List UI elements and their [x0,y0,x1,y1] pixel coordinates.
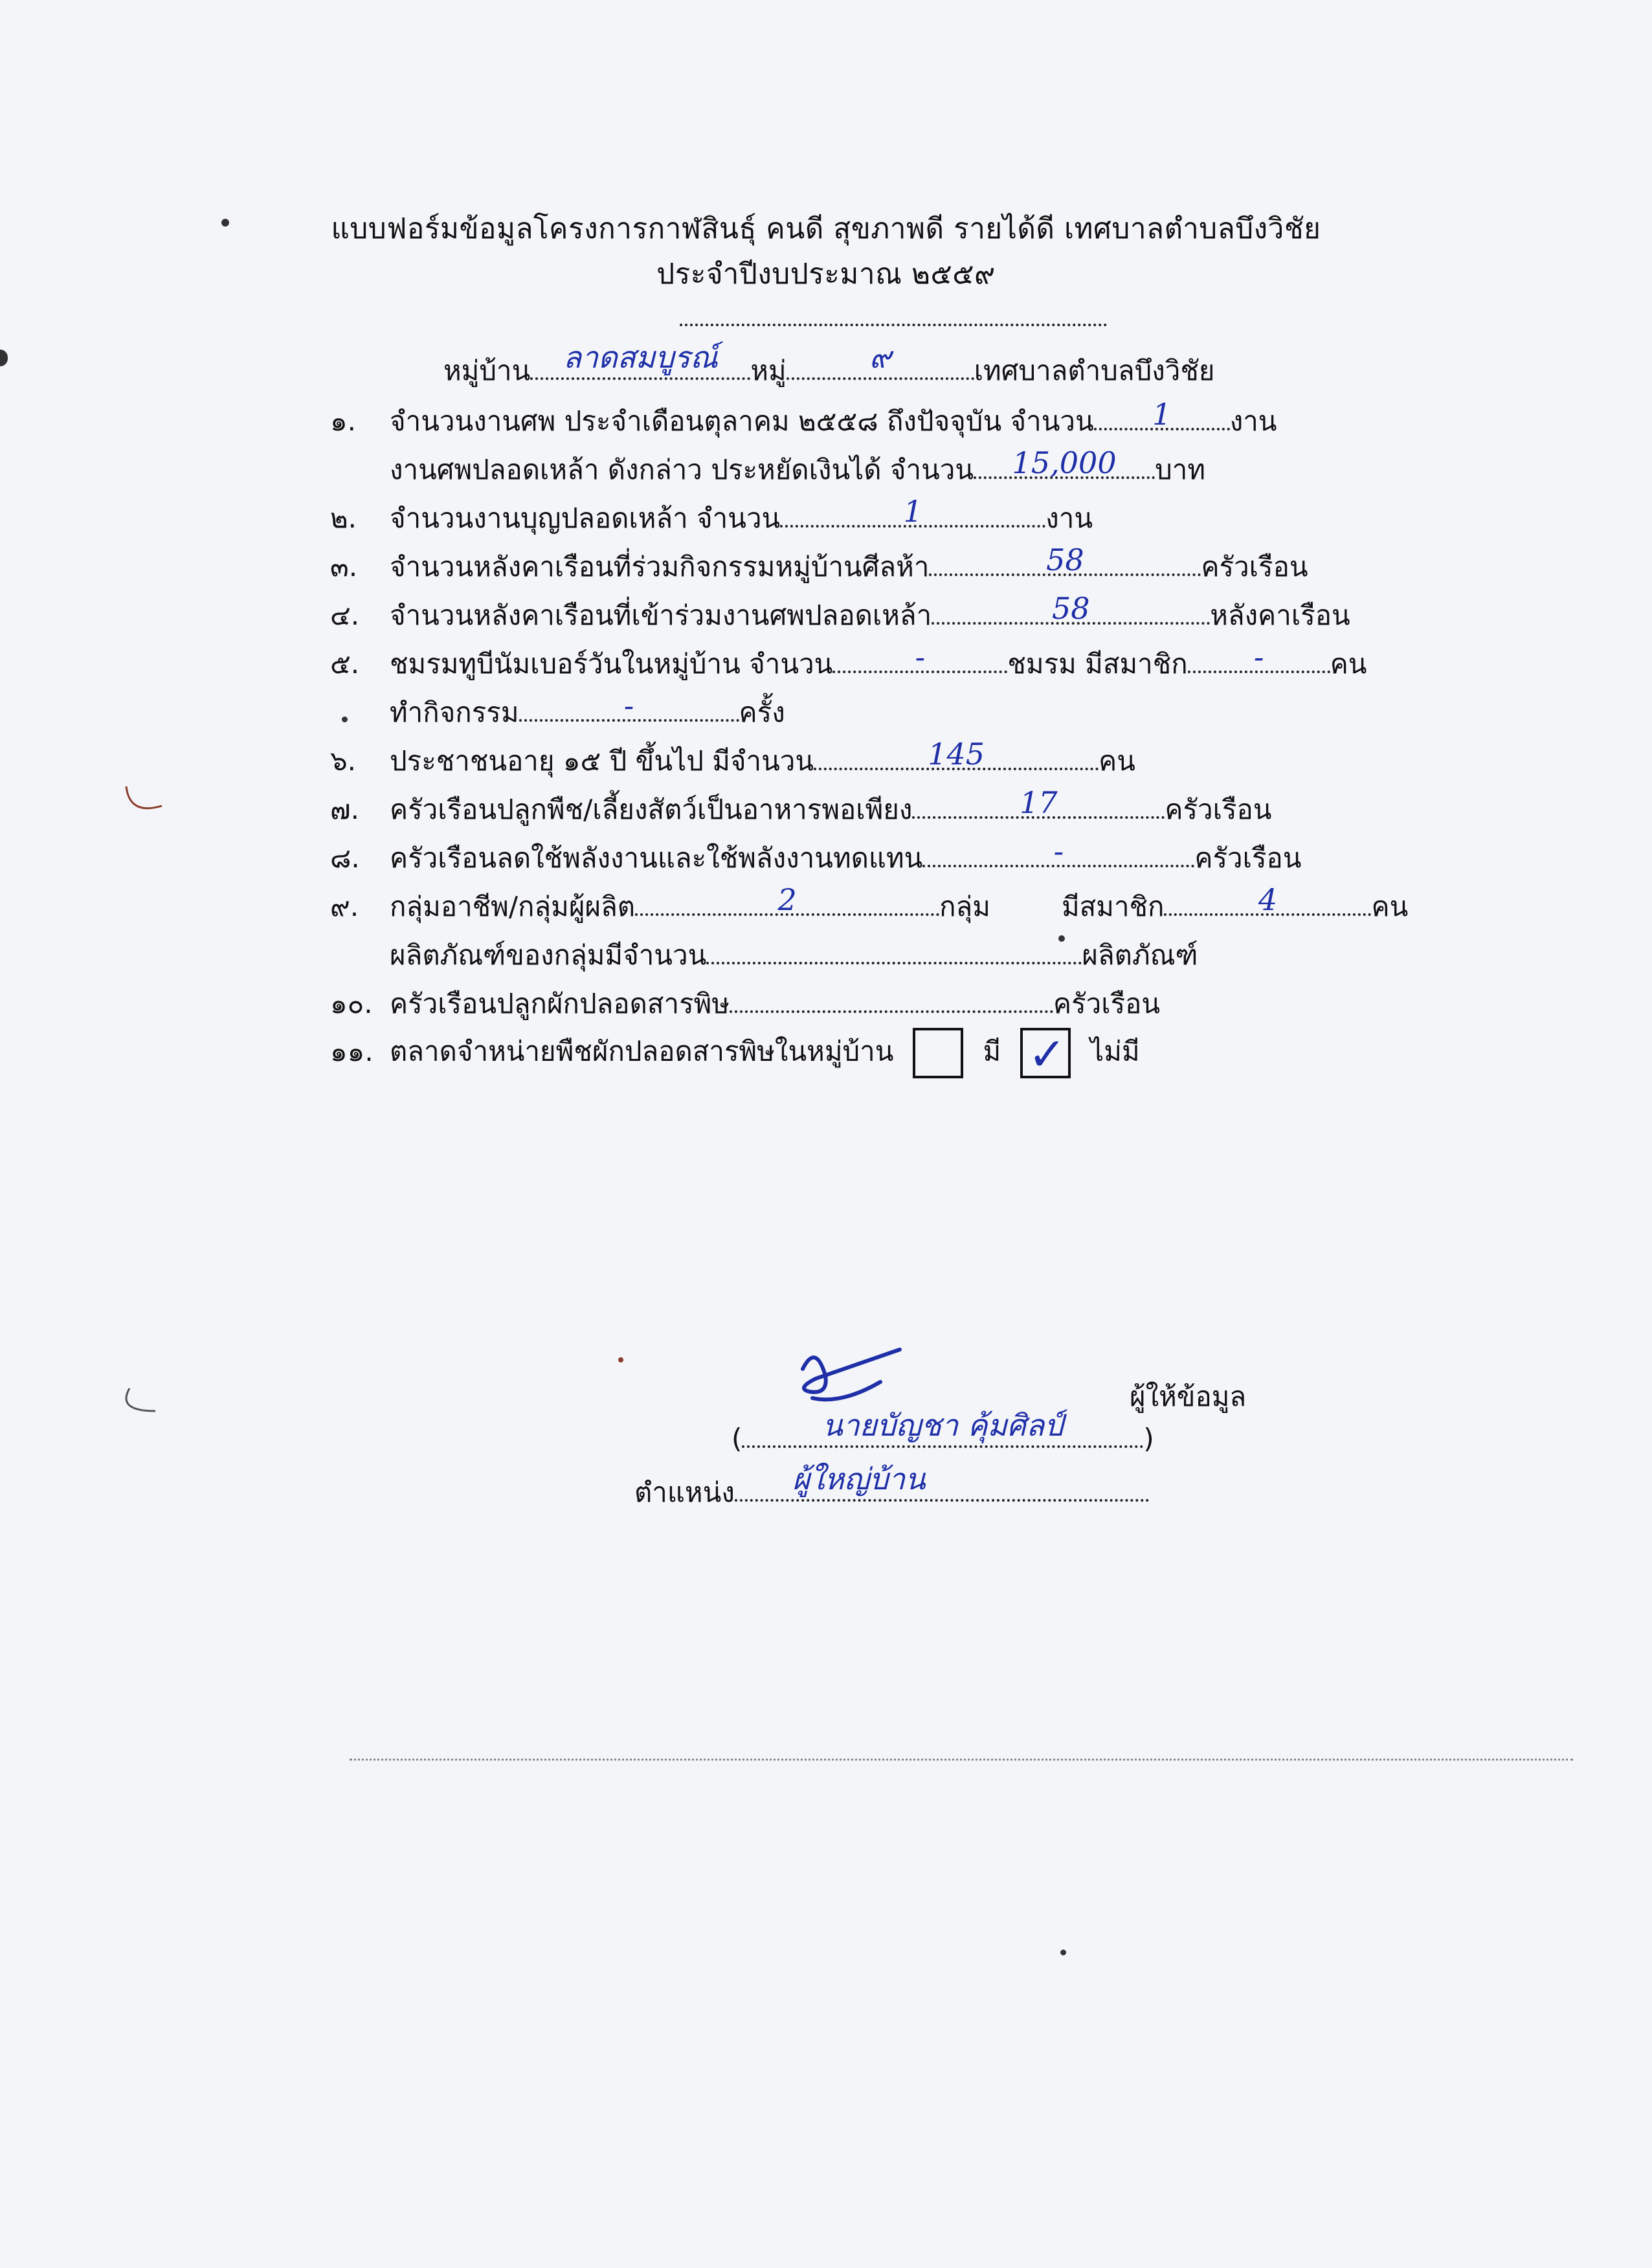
five-precepts-field[interactable] [929,542,1201,577]
energy-saving-value: - [1053,834,1064,869]
organic-veg-field[interactable] [730,988,1053,1013]
item-number: ๕. [330,648,360,680]
option-yes-label: มี [983,1035,1001,1067]
merit-event-field[interactable] [780,494,1045,529]
item-6 [330,737,1135,783]
item-text: ผลิตภัณฑ์ของกลุ่มมีจำนวน [390,939,707,971]
scan-speck [1060,1950,1066,1955]
item-unit: ครัวเรือน [1201,551,1308,583]
village-label: หมู่บ้าน [443,355,531,386]
item-number: ๔. [330,599,360,631]
item-number: ๑. [330,405,357,437]
item-number: ๒. [330,502,357,534]
item-unit: คน [1330,648,1367,680]
item-text: งานศพปลอดเหล้า ดังกล่าว ประหยัดเงินได้ จำนวน [390,454,974,485]
self-sufficient-value: 17 [1020,785,1058,820]
population-15-field[interactable] [814,737,1099,772]
groups-value: 2 [777,882,797,917]
item-text: ครัวเรือนปลูกพืช/เลี้ยงสัตว์เป็นอาหารพอเพียง [390,794,913,825]
village-line [443,340,1215,392]
item-text: ชมรมทูบีนัมเบอร์วันในหมู่บ้าน จำนวน [390,648,833,680]
club-count-value: - [915,639,926,674]
item-2 [330,494,1093,540]
item-1 [330,397,1277,443]
scan-line [350,1759,1573,1761]
moo-field[interactable] [787,340,974,380]
item-unit: งาน [1229,405,1277,437]
signer-name-field[interactable] [742,1408,1143,1448]
name-open-paren: ( [731,1423,742,1454]
check-mark-icon: ✓ [1028,1028,1066,1081]
item-unit: คน [1099,745,1135,777]
hole-punch-mark [117,1385,168,1424]
item-text: จำนวนงานบุญปลอดเหล้า จำนวน [390,502,781,534]
item-number: ๑๑. [330,1035,374,1067]
group-members-field[interactable] [1164,882,1371,917]
item-unit: กลุ่ม [939,891,990,922]
item-text: ประชาชนอายุ ๑๕ ปี ขึ้นไป มีจำนวน [390,745,814,777]
moo-label: หมู่ [750,355,787,386]
alcohol-free-funeral-value: 58 [1051,591,1090,626]
item-text: ครัวเรือนลดใช้พลังงานและใช้พลังงานทดแทน [390,842,923,874]
item-5-cont [390,688,785,734]
item-1-cont [390,445,1206,491]
group-members-value: 4 [1258,882,1278,917]
scan-speck [0,350,8,366]
item-text: ตลาดจำหน่ายพืชผักปลอดสารพิษในหมู่บ้าน [390,1035,894,1067]
groups-field[interactable] [635,882,939,917]
village-value: ลาดสมบูรณ์ [563,340,718,375]
scan-speck [221,219,229,227]
form-subtitle: ประจำปีงบประมาณ ๒๕๕๙ [656,258,996,291]
item-number: ๙. [330,891,359,922]
item-3 [330,542,1308,588]
checkbox-yes[interactable] [913,1028,963,1078]
item-unit: ครัวเรือน [1165,794,1272,825]
item-text: ครัวเรือนปลูกผักปลอดสารพิษ [390,988,730,1019]
item-text-2: ชมรม มีสมาชิก [1007,648,1188,680]
five-precepts-value: 58 [1046,542,1084,577]
club-members-value: - [1253,639,1264,674]
funeral-count-value: 1 [1152,397,1172,432]
municipality-label: เทศบาลตำบลบึงวิชัย [974,355,1215,386]
position-value: ผู้ใหญ่บ้าน [792,1462,926,1496]
item-9 [330,882,1409,928]
moo-value: ๙ [869,340,891,375]
option-no-label: ไม่มี [1090,1035,1140,1067]
scan-speck [618,1357,623,1362]
item-unit: ครัวเรือน [1194,842,1302,874]
item-unit-2: คน [1371,891,1409,922]
item-unit: หลังคาเรือน [1210,599,1350,631]
funeral-count-field[interactable] [1094,397,1230,432]
item-number: ๗. [330,794,359,825]
item-text: จำนวนงานศพ ประจำเดือนตุลาคม ๒๕๕๘ ถึงปัจจุบัน จำนวน [390,405,1094,437]
products-field[interactable] [706,940,1082,964]
savings-field[interactable] [974,445,1155,480]
name-close-paren: ) [1143,1423,1154,1454]
position-field[interactable] [735,1462,1149,1502]
population-15-value: 145 [928,737,985,772]
item-text: จำนวนหลังคาเรือนที่ร่วมกิจกรรมหมู่บ้านศีลห้า [390,551,930,583]
checkbox-no[interactable] [1020,1028,1071,1081]
item-unit: งาน [1045,502,1093,534]
item-unit: บาท [1155,454,1206,485]
item-8 [330,834,1302,880]
item-unit: ครั้ง [739,696,785,728]
item-unit: ผลิตภัณฑ์ [1082,939,1198,971]
item-text-2: มีสมาชิก [1061,891,1165,922]
item-text: จำนวนหลังคาเรือนที่เข้าร่วมงานศพปลอดเหล้า [390,599,932,631]
item-7 [330,785,1272,831]
signer-name-line [731,1408,1154,1454]
item-text: กลุ่มอาชีพ/กลุ่มผู้ผลิต [390,891,636,922]
hole-punch-mark [123,783,168,822]
item-11 [330,1028,1140,1081]
village-field[interactable] [530,340,750,380]
signer-name-value: นายบัญชา คุ้มศิลป์ [822,1408,1064,1443]
signer-position-line [634,1462,1149,1514]
energy-saving-field[interactable] [922,834,1194,869]
item-text: ทำกิจกรรม [390,696,519,728]
position-label: ตำแหน่ง [634,1476,735,1508]
scan-speck [1058,935,1065,942]
club-activities-field[interactable] [519,688,739,723]
header-dotted-line [680,324,1107,326]
signer-role: ผู้ให้ข้อมูล [1130,1381,1247,1412]
item-number: ๑๐. [330,988,373,1019]
item-number: ๘. [330,842,360,874]
item-9-cont [390,934,1198,977]
merit-event-value: 1 [903,494,922,529]
item-unit: ครัวเรือน [1053,988,1161,1019]
item-5 [330,639,1367,685]
self-sufficient-field[interactable] [912,785,1165,820]
scan-speck [342,717,348,722]
item-4 [330,591,1350,637]
item-number: ๖. [330,745,357,777]
club-count-field[interactable] [832,639,1007,674]
club-activities-value: - [623,688,634,723]
club-members-field[interactable] [1188,639,1330,674]
form-title: แบบฟอร์มข้อมูลโครงการกาฬสินธุ์ คนดี สุขภาพดี รายได้ดี เทศบาลตำบลบึงวิชัย [331,212,1321,245]
savings-value: 15,000 [1012,445,1117,480]
item-10 [330,983,1160,1025]
alcohol-free-funeral-field[interactable] [932,591,1210,626]
item-number: ๓. [330,551,358,583]
